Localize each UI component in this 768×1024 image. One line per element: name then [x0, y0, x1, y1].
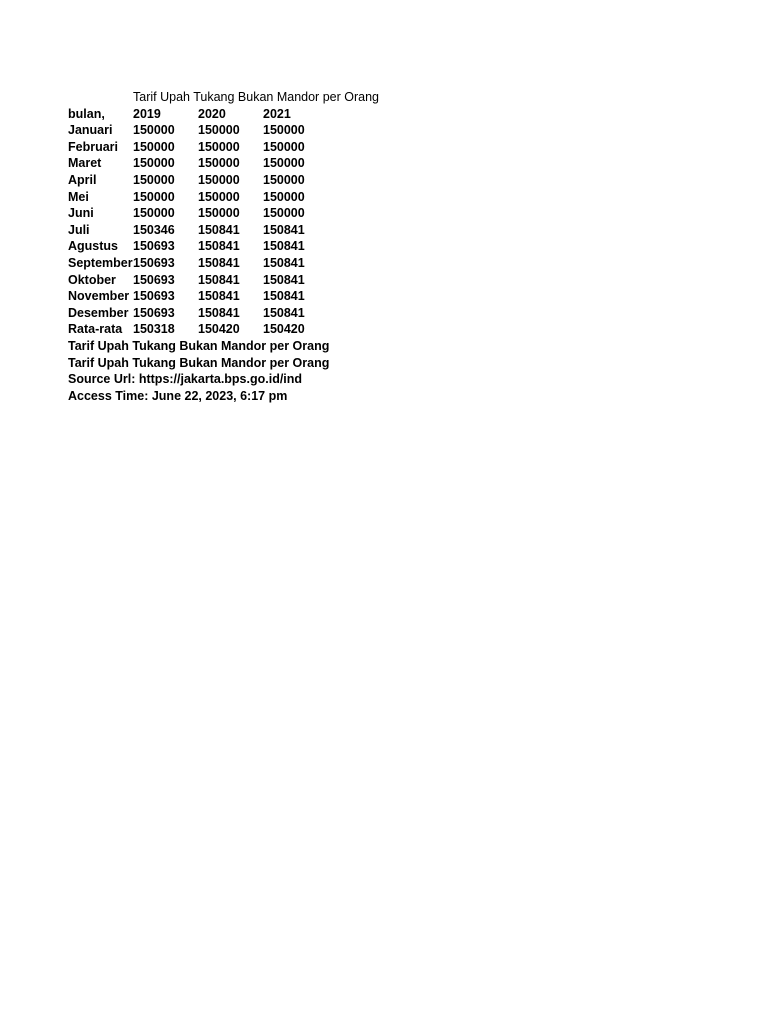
value-cell-2021: 150841	[263, 222, 305, 237]
table-row	[68, 205, 328, 222]
month-cell: Oktober	[68, 272, 116, 287]
value-cell-2019: 150000	[133, 139, 175, 154]
table-row	[68, 172, 328, 189]
value-cell-2019: 150000	[133, 206, 175, 221]
month-cell: September	[68, 255, 133, 270]
value-cell-2019: 150693	[133, 239, 175, 254]
header-cell-month: bulan,	[68, 106, 105, 121]
table-row	[68, 155, 328, 172]
table-row	[68, 222, 328, 239]
table-row	[68, 321, 328, 338]
value-cell-2021: 150841	[263, 239, 305, 254]
table-row	[68, 122, 328, 139]
value-cell-2021: 150000	[263, 189, 305, 204]
value-cell-2019: 150000	[133, 189, 175, 204]
month-cell: Desember	[68, 305, 129, 320]
value-cell-2020: 150841	[198, 289, 240, 304]
spreadsheet	[68, 89, 379, 404]
header-cell-2019: 2019	[133, 106, 161, 121]
value-cell-2020: 150000	[198, 156, 240, 171]
value-cell-2021: 150841	[263, 289, 305, 304]
value-cell-2021: 150841	[263, 305, 305, 320]
month-cell: Juli	[68, 222, 90, 237]
month-cell: Juni	[68, 206, 94, 221]
value-cell-2021: 150000	[263, 156, 305, 171]
footer-note-2	[68, 355, 328, 372]
value-cell-2019: 150693	[133, 289, 175, 304]
value-cell-2019: 150000	[133, 156, 175, 171]
value-cell-2020: 150841	[198, 239, 240, 254]
table-body	[68, 122, 328, 338]
footer-note-2-text: Tarif Upah Tukang Bukan Mandor per Orang	[68, 355, 330, 370]
value-cell-2021: 150000	[263, 172, 305, 187]
table-row	[68, 255, 328, 272]
value-cell-2019: 150000	[133, 123, 175, 138]
value-cell-2020: 150841	[198, 305, 240, 320]
value-cell-2019: 150000	[133, 172, 175, 187]
value-cell-2020: 150000	[198, 139, 240, 154]
value-cell-2020: 150000	[198, 189, 240, 204]
month-cell: Januari	[68, 123, 113, 138]
title-row	[68, 89, 379, 106]
value-cell-2021: 150841	[263, 272, 305, 287]
table-row	[68, 305, 328, 322]
month-cell: Rata-rata	[68, 322, 123, 337]
month-cell: Februari	[68, 139, 119, 154]
value-cell-2020: 150000	[198, 172, 240, 187]
value-cell-2021: 150841	[263, 255, 305, 270]
source-url-text: Source Url: https://jakarta.bps.go.id/ind	[68, 372, 303, 387]
table-row	[68, 272, 328, 289]
table-row	[68, 139, 328, 156]
month-cell: November	[68, 289, 130, 304]
value-cell-2020: 150841	[198, 255, 240, 270]
footer-note-1	[68, 338, 328, 355]
header-row	[68, 106, 328, 123]
value-cell-2021: 150000	[263, 139, 305, 154]
month-cell: Agustus	[68, 239, 118, 254]
value-cell-2020: 150841	[198, 222, 240, 237]
month-cell: April	[68, 172, 97, 187]
value-cell-2021: 150000	[263, 206, 305, 221]
table-title: Tarif Upah Tukang Bukan Mandor per Orang	[133, 90, 379, 104]
value-cell-2020: 150420	[198, 322, 240, 337]
access-time-text: Access Time: June 22, 2023, 6:17 pm	[68, 388, 288, 403]
access-time-row	[68, 388, 328, 405]
empty-cell	[68, 89, 133, 106]
source-url-row	[68, 371, 328, 388]
header-cell-2021: 2021	[263, 106, 291, 121]
value-cell-2021: 150420	[263, 322, 305, 337]
table-row	[68, 238, 328, 255]
footer-note-1-text: Tarif Upah Tukang Bukan Mandor per Orang	[68, 338, 330, 353]
value-cell-2019: 150346	[133, 222, 175, 237]
value-cell-2019: 150693	[133, 272, 175, 287]
value-cell-2020: 150841	[198, 272, 240, 287]
month-cell: Mei	[68, 189, 89, 204]
value-cell-2019: 150693	[133, 305, 175, 320]
table-row	[68, 288, 328, 305]
value-cell-2021: 150000	[263, 123, 305, 138]
value-cell-2020: 150000	[198, 206, 240, 221]
header-cell-2020: 2020	[198, 106, 226, 121]
month-cell: Maret	[68, 156, 102, 171]
table-row	[68, 189, 328, 206]
value-cell-2019: 150318	[133, 322, 175, 337]
value-cell-2019: 150693	[133, 255, 175, 270]
value-cell-2020: 150000	[198, 123, 240, 138]
